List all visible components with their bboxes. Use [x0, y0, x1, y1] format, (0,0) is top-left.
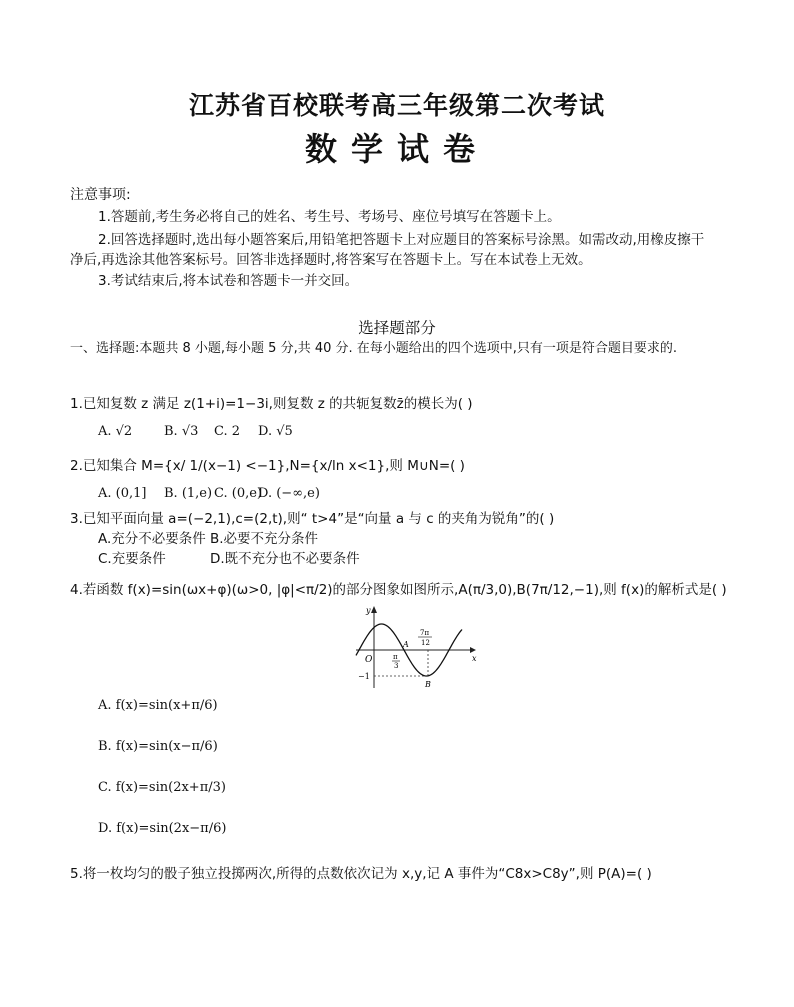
q2-option-c: C. (0,e)	[214, 486, 262, 501]
sine-graph	[350, 604, 480, 690]
y-axis-arrow	[371, 606, 377, 613]
q1-option-d: D. √5	[258, 424, 293, 439]
q3-option-b: B.必要不充分条件	[210, 531, 319, 547]
question-5-stem: 5.将一枚均匀的骰子独立投掷两次,所得的点数依次记为 x,y,记 A 事件为“C8x>C8y”,则 P(A)=( )	[70, 866, 652, 882]
section-title: 选择题部分	[358, 319, 436, 337]
note-item-2-cont: 净后,再选涂其他答案标号。回答非选择题时,将答案写在答题卡上。写在本试卷上无效。	[70, 252, 592, 268]
question-4-stem: 4.若函数 f(x)=sin(ωx+φ)(ω>0, |φ|<π/2)的部分图象如图所示,A(π/3,0),B(7π/12,−1),则 f(x)的解析式是( )	[70, 582, 727, 598]
q4-option-d: D. f(x)=sin(2x−π/6)	[98, 821, 227, 836]
q3-option-c: C.充要条件	[98, 551, 166, 567]
question-2-stem: 2.已知集合 M={x/ 1/(x−1) <−1},N={x/ln x<1},则 M∪N=( )	[70, 458, 465, 474]
q3-option-a: A.充分不必要条件	[98, 531, 206, 547]
q4-option-c: C. f(x)=sin(2x+π/3)	[98, 780, 226, 795]
x-axis-arrow	[470, 647, 476, 653]
q2-option-a: A. (0,1]	[98, 486, 147, 501]
note-item-2: 2.回答选择题时,选出每小题答案后,用铅笔把答题卡上对应题目的答案标号涂黑。如需改动,用橡皮擦干	[98, 232, 705, 248]
section-instruction: 一、选择题:本题共 8 小题,每小题 5 分,共 40 分. 在每小题给出的四个选项中,只有一项是符合题目要求的.	[70, 341, 678, 356]
note-item-1: 1.答题前,考生务必将自己的姓名、考生号、考场号、座位号填写在答题卡上。	[98, 209, 561, 225]
q2-option-b: B. (1,e)	[164, 486, 213, 501]
question-3-stem: 3.已知平面向量 a=(−2,1),c=(2,t),则“ t>4”是“向量 a 与 c 的夹角为锐角”的( )	[70, 511, 555, 527]
q2-option-d: D. (−∞,e)	[258, 486, 320, 501]
y-min-label: −1	[358, 672, 370, 681]
b-tick-denominator: 12	[421, 639, 430, 647]
q1-option-c: C. 2	[214, 424, 241, 439]
notes-heading: 注意事项:	[70, 187, 131, 203]
b-tick-numerator: 7π	[420, 629, 430, 637]
origin-label: O	[365, 655, 373, 665]
question-1-stem: 1.已知复数 z 满足 z(1+i)=1−3i,则复数 z 的共轭复数z̄的模长为( )	[70, 396, 473, 412]
q4-option-a: A. f(x)=sin(x+π/6)	[98, 698, 218, 713]
q1-option-a: A. √2	[98, 424, 133, 439]
note-item-3: 3.考试结束后,将本试卷和答题卡一并交回。	[98, 273, 359, 289]
q3-option-d: D.既不充分也不必要条件	[210, 551, 360, 567]
q4-option-b: B. f(x)=sin(x−π/6)	[98, 739, 218, 754]
point-a-label: A	[403, 640, 409, 649]
a-tick-denominator: 3	[394, 662, 399, 670]
a-tick-numerator: π	[393, 653, 398, 661]
y-axis-label: y	[366, 606, 371, 615]
exam-title: 江苏省百校联考高三年级第二次考试	[188, 91, 605, 120]
x-axis-label: x	[472, 654, 477, 663]
q1-option-b: B. √3	[164, 424, 199, 439]
subject-title: 数学试卷	[304, 130, 489, 168]
point-b-label: B	[425, 680, 431, 689]
